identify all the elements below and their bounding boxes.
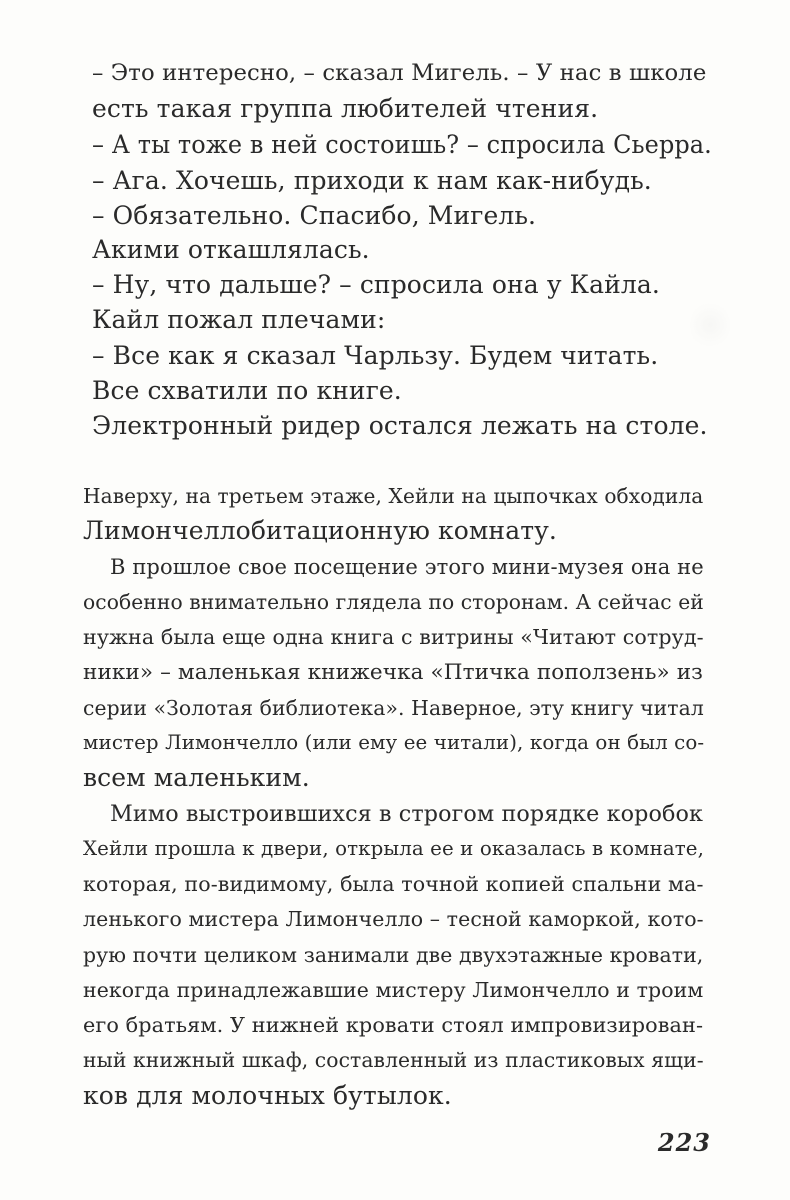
text-line: особенно внимательно глядела по сторонам. А сейчас ей	[83, 590, 704, 614]
text-line: серии «Золотая библиотека». Наверное, эту книгу читал	[83, 696, 704, 720]
text-line: некогда принадлежавшие мистеру Лимончелло и троим	[83, 978, 704, 1002]
text-line: – А ты тоже в ней состоишь? – спросила Сьерра.	[92, 130, 712, 159]
text-line: нужна была еще одна книга с витрины «Читают сотруд-	[83, 625, 704, 649]
text-line: ники» – маленькая книжечка «Птичка поползень» из	[83, 660, 703, 685]
paper-bleed-through	[690, 300, 730, 350]
text-line: ленького мистера Лимончелло – тесной каморкой, кото-	[83, 907, 704, 931]
text-line: – Ну, что дальше? – спросила она у Кайла.	[92, 270, 660, 299]
text-line: рую почти целиком занимали две двухэтажные кровати,	[83, 943, 704, 967]
text-line: Электронный ридер остался лежать на столе.	[92, 411, 708, 440]
text-line: Мимо выстроившихся в строгом порядке коробок	[110, 801, 703, 827]
text-line: ный книжный шкаф, составленный из пластиковых ящи-	[83, 1048, 704, 1072]
text-line: мистер Лимончелло (или ему ее читали), когда он был со-	[83, 731, 705, 754]
text-line: Акими откашлялась.	[92, 235, 370, 264]
text-line: Хейли прошла к двери, открыла ее и оказалась в комнате,	[83, 837, 704, 860]
page-number: 223	[657, 1128, 711, 1157]
text-line: Все схватили по книге.	[92, 376, 402, 405]
text-line: есть такая группа любителей чтения.	[92, 94, 599, 123]
text-line: – Это интересно, – сказал Мигель. – У нас в школе	[92, 60, 707, 86]
text-line: – Ага. Хочешь, приходи к нам как-нибудь.	[92, 166, 652, 195]
text-line: Лимончеллобитационную комнату.	[83, 516, 557, 545]
text-line: Кайл пожал плечами:	[92, 305, 386, 334]
text-line: ков для молочных бутылок.	[83, 1081, 452, 1110]
text-line: его братьям. У нижней кровати стоял импровизирован-	[83, 1013, 704, 1037]
text-line: В прошлое свое посещение этого мини-музея она не	[110, 554, 704, 579]
text-line: – Все как я сказал Чарльзу. Будем читать.	[92, 341, 659, 370]
text-line: всем маленьким.	[83, 763, 310, 792]
text-line: Наверху, на третьем этаже, Хейли на цыпочках обходила	[83, 484, 704, 508]
text-line: – Обязательно. Спасибо, Мигель.	[92, 201, 537, 230]
text-line: которая, по-видимому, была точной копией спальни ма-	[83, 872, 704, 896]
